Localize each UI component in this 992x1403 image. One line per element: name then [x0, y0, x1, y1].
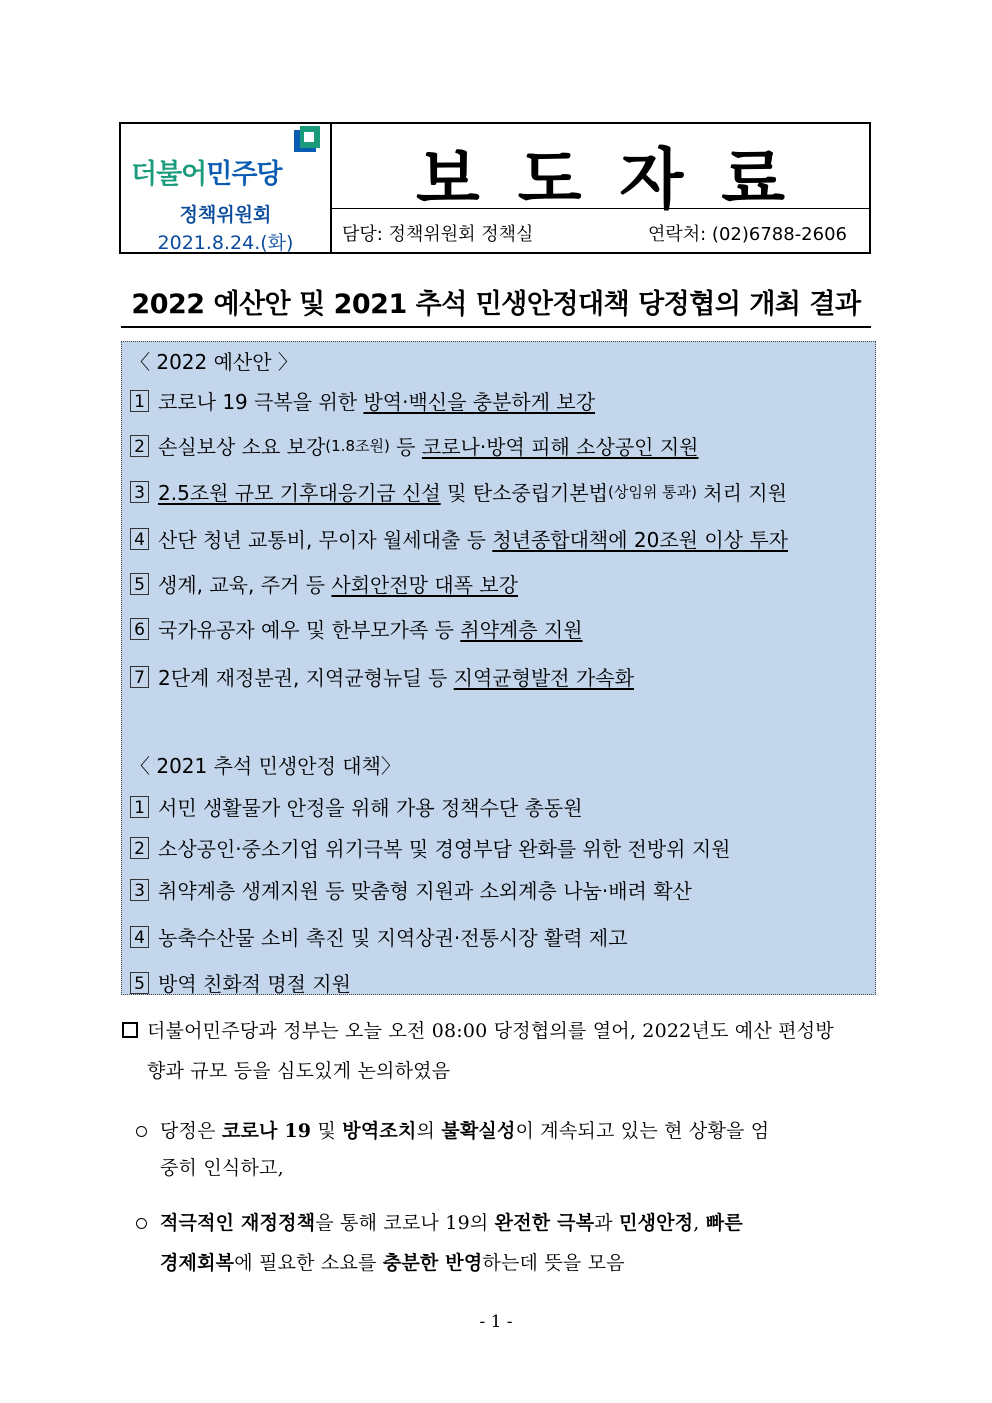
item-text: 및 탄소중립기본법 [440, 481, 608, 505]
item-number: 5 [130, 972, 149, 994]
item-number: 5 [130, 573, 149, 595]
text-run-bold: 충분한 반영 [382, 1252, 483, 1274]
text-run-bold: 코로나 19 [221, 1120, 312, 1142]
text-run: 을 통해 코로나 19의 [315, 1212, 495, 1234]
item-highlight: 사회안전망 대폭 보강 [331, 573, 518, 597]
paragraph-3-cont [160, 1247, 880, 1280]
budget-heading: 〈 2022 예산안 〉 [130, 350, 298, 374]
item-number: 7 [130, 666, 149, 688]
text-run: 과 [594, 1212, 620, 1234]
item-number: 4 [130, 926, 149, 948]
item-note: (상임위 통과) [608, 483, 697, 501]
chuseok-item-2 [130, 833, 731, 862]
item-highlight: 취약계층 지원 [460, 618, 583, 642]
party-logo-text [131, 152, 282, 191]
headline: 2022 예산안 및 2021 추석 민생안정대책 당정협의 개최 결과 [121, 282, 871, 328]
item-highlight: 청년종합대책에 20조원 이상 투자 [492, 528, 788, 552]
item-text: 손실보상 소요 보강 [158, 435, 326, 459]
item-number: 1 [130, 390, 149, 412]
logo-part1: 더불어 [131, 159, 207, 190]
item-number: 3 [130, 481, 149, 503]
text-run: 이 계속되고 있는 현 상황을 엄 [515, 1120, 770, 1142]
item-text: 산단 청년 교통비, 무이자 월세대출 등 [158, 528, 493, 552]
budget-item-5 [130, 569, 518, 598]
paragraph-line: 향과 규모 등을 심도있게 논의하였음 [147, 1060, 451, 1082]
item-text: 소상공인·중소기업 위기극복 및 경영부담 완화를 위한 전방위 지원 [158, 837, 731, 861]
item-text: 방역 친화적 명절 지원 [158, 972, 351, 996]
item-text: 취약계층 생계지원 등 맞춤형 지원과 소외계층 나눔·배려 확산 [158, 879, 692, 903]
party-logo-icon [292, 126, 322, 156]
item-number: 3 [130, 879, 149, 901]
item-number: 4 [130, 528, 149, 550]
paragraph-line: 더불어민주당과 정부는 오늘 오전 08:00 당정협의를 열어, 2022년도 예산 편성방 [147, 1020, 834, 1042]
text-run-bold: 방역조치 [342, 1120, 417, 1142]
budget-item-2 [130, 431, 698, 460]
item-highlight: 방역·백신을 충분하게 보강 [363, 390, 596, 414]
budget-item-4 [130, 524, 788, 553]
item-number: 2 [130, 435, 149, 457]
chuseok-item-5 [130, 968, 351, 997]
square-bullet-icon [122, 1022, 138, 1038]
text-run: 당정은 [160, 1120, 222, 1142]
header-contact-cell [332, 208, 869, 252]
item-note: (1.8조원) [325, 437, 390, 455]
paragraph-1 [147, 1015, 877, 1048]
release-date: 2021.8.24.(화) [157, 232, 294, 254]
press-header [119, 122, 871, 254]
item-number: 6 [130, 618, 149, 640]
text-run: , [693, 1212, 706, 1234]
item-text: 등 [389, 435, 422, 459]
text-run-bold: 민생안정 [619, 1212, 694, 1234]
paragraph-line: 중히 인식하고, [160, 1157, 284, 1179]
chuseok-heading: 〈 2021 추석 민생안정 대책〉 [130, 754, 401, 778]
budget-item-3 [130, 477, 787, 506]
paragraph-2 [160, 1115, 880, 1148]
item-text: 처리 지원 [696, 481, 787, 505]
text-run-bold: 완전한 극복 [494, 1212, 595, 1234]
item-text: 코로나 19 극복을 위한 [158, 390, 358, 414]
item-text: 농축수산물 소비 촉진 및 지역상권·전통시장 활력 제고 [158, 926, 628, 950]
item-text: 국가유공자 예우 및 한부모가족 등 [158, 618, 461, 642]
item-highlight: 코로나·방역 피해 소상공인 지원 [421, 435, 699, 459]
text-run: 및 [311, 1120, 343, 1142]
item-number: 2 [130, 837, 149, 859]
text-run-bold: 적극적인 재정정책 [160, 1212, 316, 1234]
text-run: 의 [416, 1120, 442, 1142]
circle-bullet-icon [136, 1218, 147, 1229]
item-text: 서민 생활물가 안정을 위해 가용 정책수단 총동원 [158, 796, 583, 820]
text-run-bold: 불확실성 [441, 1120, 516, 1142]
chuseok-item-4 [130, 922, 628, 951]
text-run-bold: 경제회복 [160, 1252, 235, 1274]
logo-part2: 민주당 [206, 159, 282, 190]
contact-department: 담당: 정책위원회 정책실 [342, 224, 534, 245]
paragraph-1-cont [147, 1055, 877, 1088]
text-run-bold: 빠른 [705, 1212, 743, 1234]
text-run: 하는데 뜻을 모음 [482, 1252, 625, 1274]
item-text: 2단계 재정분권, 지역균형뉴딜 등 [158, 666, 454, 690]
chuseok-item-1 [130, 792, 583, 821]
budget-item-6 [130, 614, 583, 643]
press-release-title: 보도자료 [415, 141, 824, 218]
budget-item-1 [130, 386, 595, 415]
item-number: 1 [130, 796, 149, 818]
item-highlight: 2.5조원 규모 기후대응기금 신설 [158, 481, 441, 505]
committee-name: 정책위원회 [179, 204, 272, 226]
page-number: - 1 - [479, 1312, 513, 1332]
circle-bullet-icon [136, 1126, 147, 1137]
chuseok-item-3 [130, 875, 692, 904]
text-run: 에 필요한 소요를 [234, 1252, 383, 1274]
item-text: 생계, 교육, 주거 등 [158, 573, 332, 597]
contact-phone: 연락처: (02)6788-2606 [647, 224, 847, 245]
header-title-cell [332, 124, 869, 218]
paragraph-2-cont [160, 1152, 880, 1185]
budget-item-7 [130, 662, 634, 691]
summary-box [121, 341, 876, 995]
item-highlight: 지역균형발전 가속화 [453, 666, 634, 690]
paragraph-3 [160, 1207, 880, 1240]
header-logo-cell [121, 124, 332, 252]
